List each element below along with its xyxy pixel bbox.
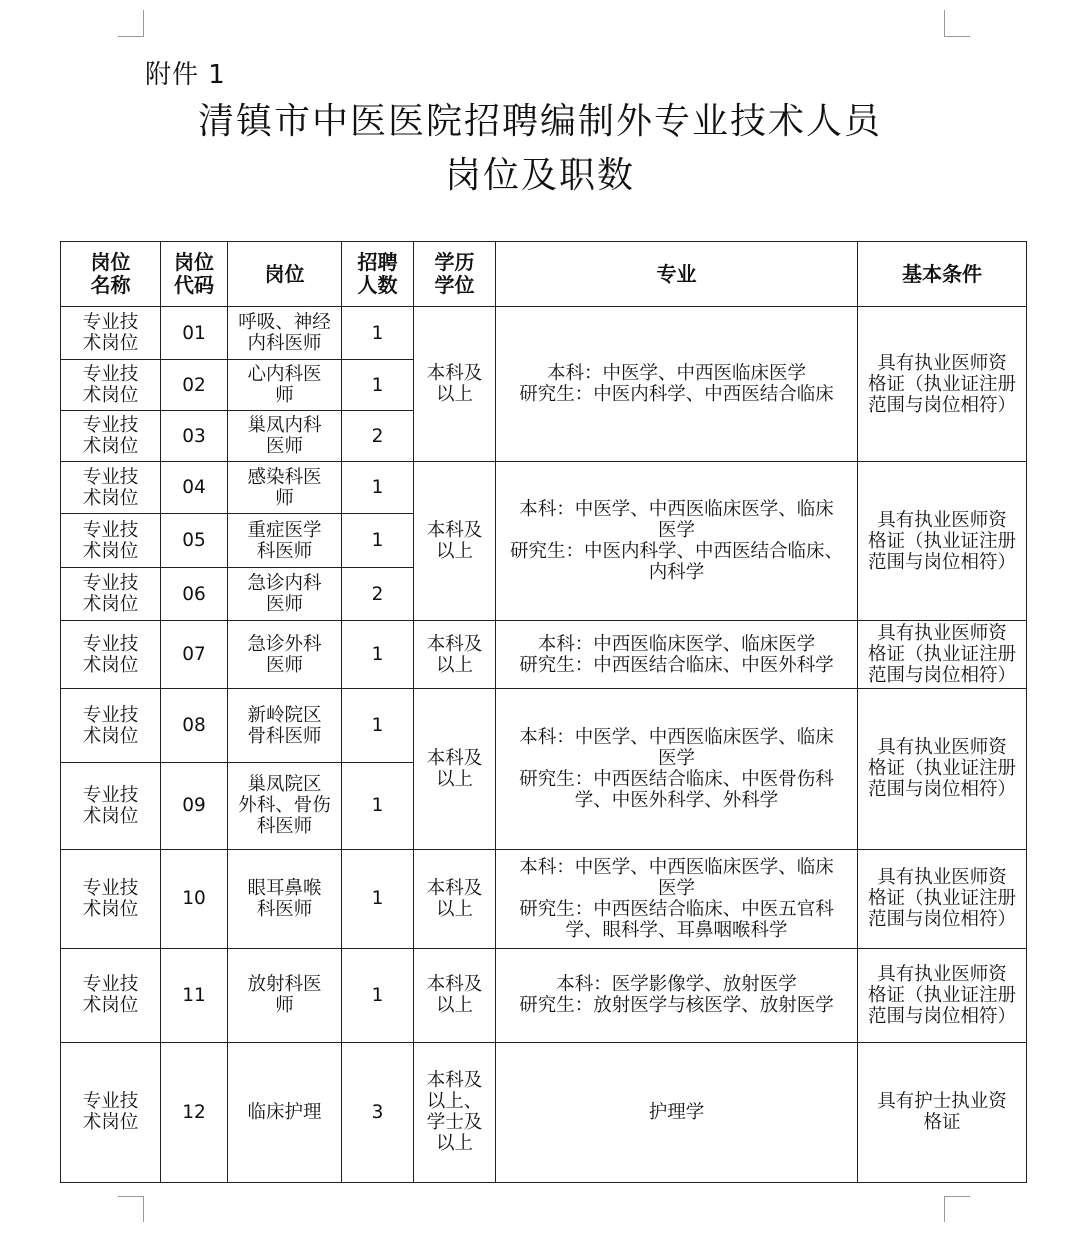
crop-mark-top-left-v [143, 10, 144, 36]
crop-mark-bottom-right-v [944, 1196, 945, 1222]
cell-position: 心内科医 师 [228, 360, 342, 411]
crop-mark-top-left-h [118, 36, 144, 37]
cell-position: 巢凤内科 医师 [228, 411, 342, 462]
cell-position: 放射科医 师 [228, 948, 342, 1042]
cell-position: 新岭院区 骨科医师 [228, 689, 342, 763]
cell-count: 1 [342, 763, 414, 849]
cell-position: 重症医学 科医师 [228, 514, 342, 568]
table-row [61, 849, 1027, 948]
cell-position: 呼吸、神经 内科医师 [228, 307, 342, 360]
crop-mark-top-right-v [944, 10, 945, 36]
cell-post-code: 11 [161, 948, 228, 1042]
page-title: 清镇市中医医院招聘编制外专业技术人员 [197, 101, 882, 142]
cell-post-name: 专业技 术岗位 [61, 763, 161, 849]
cell-count: 1 [342, 621, 414, 689]
cell-count: 1 [342, 689, 414, 763]
cell-post-name: 专业技 术岗位 [61, 307, 161, 360]
cell-requirement: 具有执业医师资 格证（执业证注册 范围与岗位相符） [858, 849, 1027, 948]
cell-major: 本科：中医学、中西医临床医学 研究生：中医内科学、中西医结合临床 [496, 307, 858, 462]
cell-post-name: 专业技 术岗位 [61, 360, 161, 411]
cell-position: 眼耳鼻喉 科医师 [228, 849, 342, 948]
header-row [61, 242, 1027, 307]
cell-post-name: 专业技 术岗位 [61, 948, 161, 1042]
attachment-label: 附件 1 [145, 60, 226, 90]
cell-count: 2 [342, 411, 414, 462]
table-row [61, 462, 1027, 514]
cell-education: 本科及 以上 [414, 849, 496, 948]
cell-post-code: 06 [161, 568, 228, 621]
cell-major: 本科：中医学、中西医临床医学、临床 医学 研究生：中医内科学、中西医结合临床、 内科学 [496, 462, 858, 621]
table-row [61, 621, 1027, 689]
cell-education: 本科及 以上 [414, 948, 496, 1042]
cell-count: 1 [342, 514, 414, 568]
header-position: 岗位 [228, 242, 342, 307]
header-post-code: 岗位 代码 [161, 242, 228, 307]
cell-post-code: 02 [161, 360, 228, 411]
cell-requirement: 具有执业医师资 格证（执业证注册 范围与岗位相符） [858, 689, 1027, 849]
crop-mark-bottom-left-h [118, 1196, 144, 1197]
cell-post-code: 12 [161, 1042, 228, 1182]
cell-post-name: 专业技 术岗位 [61, 1042, 161, 1182]
cell-position: 急诊内科 医师 [228, 568, 342, 621]
header-requirement: 基本条件 [858, 242, 1027, 307]
cell-post-name: 专业技 术岗位 [61, 568, 161, 621]
header-major: 专业 [496, 242, 858, 307]
cell-requirement: 具有执业医师资 格证（执业证注册 范围与岗位相符） [858, 948, 1027, 1042]
cell-requirement: 具有护士执业资 格证 [858, 1042, 1027, 1182]
cell-major: 本科：医学影像学、放射医学 研究生：放射医学与核医学、放射医学 [496, 948, 858, 1042]
cell-post-code: 08 [161, 689, 228, 763]
cell-post-code: 09 [161, 763, 228, 849]
cell-position: 临床护理 [228, 1042, 342, 1182]
header-count: 招聘 人数 [342, 242, 414, 307]
cell-requirement: 具有执业医师资 格证（执业证注册 范围与岗位相符） [858, 621, 1027, 689]
cell-education: 本科及 以上、 学士及 以上 [414, 1042, 496, 1182]
cell-requirement: 具有执业医师资 格证（执业证注册 范围与岗位相符） [858, 462, 1027, 621]
table-row [61, 948, 1027, 1042]
cell-count: 1 [342, 462, 414, 514]
cell-major: 本科：中医学、中西医临床医学、临床 医学 研究生：中西医结合临床、中医五官科 学、眼科学、耳鼻咽喉科学 [496, 849, 858, 948]
crop-mark-bottom-left-v [143, 1196, 144, 1222]
cell-count: 1 [342, 849, 414, 948]
cell-count: 3 [342, 1042, 414, 1182]
table-row [61, 307, 1027, 360]
table-row [61, 1042, 1027, 1182]
cell-education: 本科及 以上 [414, 621, 496, 689]
header-post-name: 岗位 名称 [61, 242, 161, 307]
cell-post-code: 03 [161, 411, 228, 462]
cell-education: 本科及 以上 [414, 689, 496, 849]
cell-post-code: 10 [161, 849, 228, 948]
cell-position: 急诊外科 医师 [228, 621, 342, 689]
cell-major: 本科：中西医临床医学、临床医学 研究生：中西医结合临床、中医外科学 [496, 621, 858, 689]
cell-major: 护理学 [496, 1042, 858, 1182]
cell-count: 1 [342, 948, 414, 1042]
recruitment-table [60, 241, 1027, 1183]
cell-post-name: 专业技 术岗位 [61, 689, 161, 763]
cell-position: 感染科医 师 [228, 462, 342, 514]
cell-post-code: 04 [161, 462, 228, 514]
cell-post-name: 专业技 术岗位 [61, 849, 161, 948]
table-row [61, 689, 1027, 763]
crop-mark-bottom-right-h [944, 1196, 970, 1197]
cell-count: 2 [342, 568, 414, 621]
header-education: 学历 学位 [414, 242, 496, 307]
cell-position: 巢凤院区 外科、骨伤 科医师 [228, 763, 342, 849]
cell-post-name: 专业技 术岗位 [61, 621, 161, 689]
cell-post-name: 专业技 术岗位 [61, 411, 161, 462]
cell-post-code: 01 [161, 307, 228, 360]
cell-count: 1 [342, 360, 414, 411]
cell-post-code: 05 [161, 514, 228, 568]
cell-education: 本科及 以上 [414, 462, 496, 621]
cell-post-name: 专业技 术岗位 [61, 462, 161, 514]
cell-education: 本科及 以上 [414, 307, 496, 462]
page-subtitle: 岗位及职数 [444, 155, 635, 196]
cell-post-code: 07 [161, 621, 228, 689]
cell-major: 本科：中医学、中西医临床医学、临床 医学 研究生：中西医结合临床、中医骨伤科 学、中医外科学、外科学 [496, 689, 858, 849]
cell-requirement: 具有执业医师资 格证（执业证注册 范围与岗位相符） [858, 307, 1027, 462]
cell-post-name: 专业技 术岗位 [61, 514, 161, 568]
cell-count: 1 [342, 307, 414, 360]
crop-mark-top-right-h [944, 36, 970, 37]
